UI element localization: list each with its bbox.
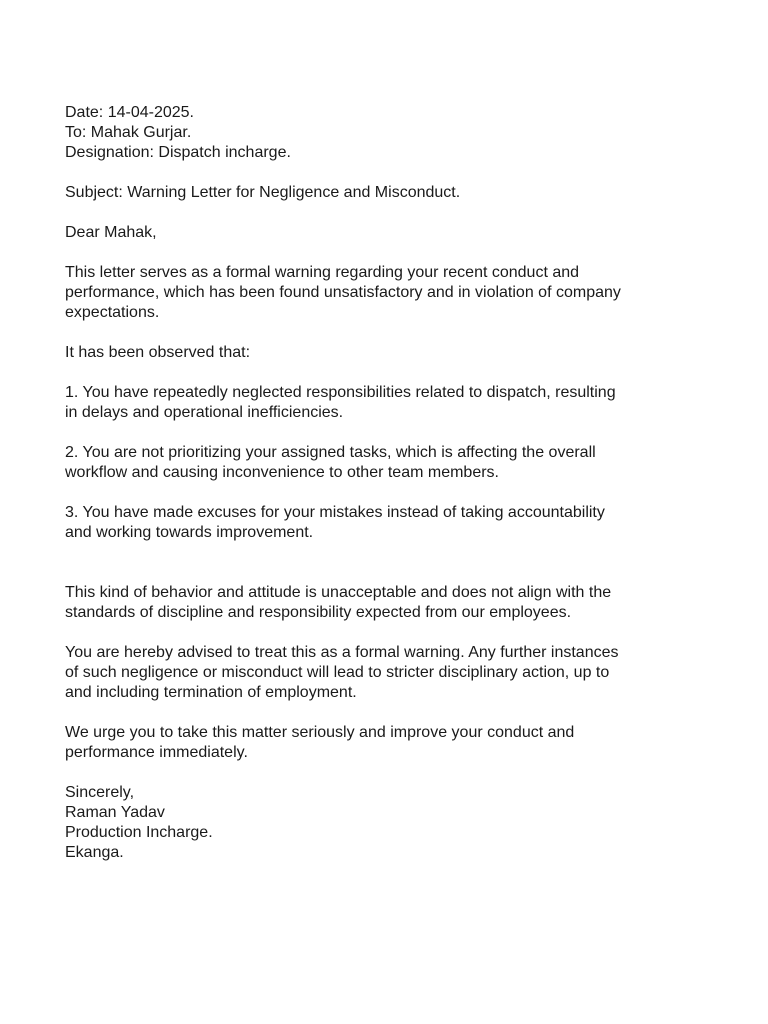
warning-paragraph xyxy=(65,643,705,703)
text-line: and including termination of employment. xyxy=(65,684,357,701)
signature-block xyxy=(65,783,705,863)
date-line: Date: 14-04-2025. xyxy=(65,104,194,121)
sender-title: Production Incharge. xyxy=(65,824,213,841)
subject-line: Subject: Warning Letter for Negligence and Misconduct. xyxy=(65,184,461,201)
text-line: You are hereby advised to treat this as a formal warning. Any further instances xyxy=(65,644,619,661)
text-line: 2. You are not prioritizing your assigned tasks, which is affecting the overall xyxy=(65,444,596,461)
text-line: in delays and operational inefficiencies. xyxy=(65,404,344,421)
text-line: performance immediately. xyxy=(65,744,248,761)
point-1 xyxy=(65,383,705,423)
letter-header xyxy=(65,103,705,163)
salutation: Dear Mahak, xyxy=(65,224,157,241)
text-line: and working towards improvement. xyxy=(65,524,314,541)
recipient-line: To: Mahak Gurjar. xyxy=(65,124,192,141)
text-line: 3. You have made excuses for your mistakes instead of taking accountability xyxy=(65,504,605,521)
urge-paragraph xyxy=(65,723,705,763)
text-line: We urge you to take this matter seriously and improve your conduct and xyxy=(65,724,575,741)
intro-paragraph xyxy=(65,263,705,323)
point-3 xyxy=(65,503,705,543)
text-line: This kind of behavior and attitude is unacceptable and does not align with the xyxy=(65,584,612,601)
company-name: Ekanga. xyxy=(65,844,124,861)
letter-body xyxy=(65,103,705,863)
text-line: performance, which has been found unsatisfactory and in violation of company xyxy=(65,284,621,301)
text-line: of such negligence or misconduct will lead to stricter disciplinary action, up to xyxy=(65,664,610,681)
text-line: This letter serves as a formal warning regarding your recent conduct and xyxy=(65,264,580,281)
behavior-paragraph xyxy=(65,583,705,623)
text-line: 1. You have repeatedly neglected responsibilities related to dispatch, resulting xyxy=(65,384,616,401)
sender-name: Raman Yadav xyxy=(65,804,165,821)
designation-line: Designation: Dispatch incharge. xyxy=(65,144,291,161)
text-line: expectations. xyxy=(65,304,160,321)
point-2 xyxy=(65,443,705,483)
text-line: workflow and causing inconvenience to other team members. xyxy=(65,464,499,481)
sign-off: Sincerely, xyxy=(65,784,135,801)
text-line: standards of discipline and responsibility expected from our employees. xyxy=(65,604,572,621)
observed-heading: It has been observed that: xyxy=(65,344,251,361)
